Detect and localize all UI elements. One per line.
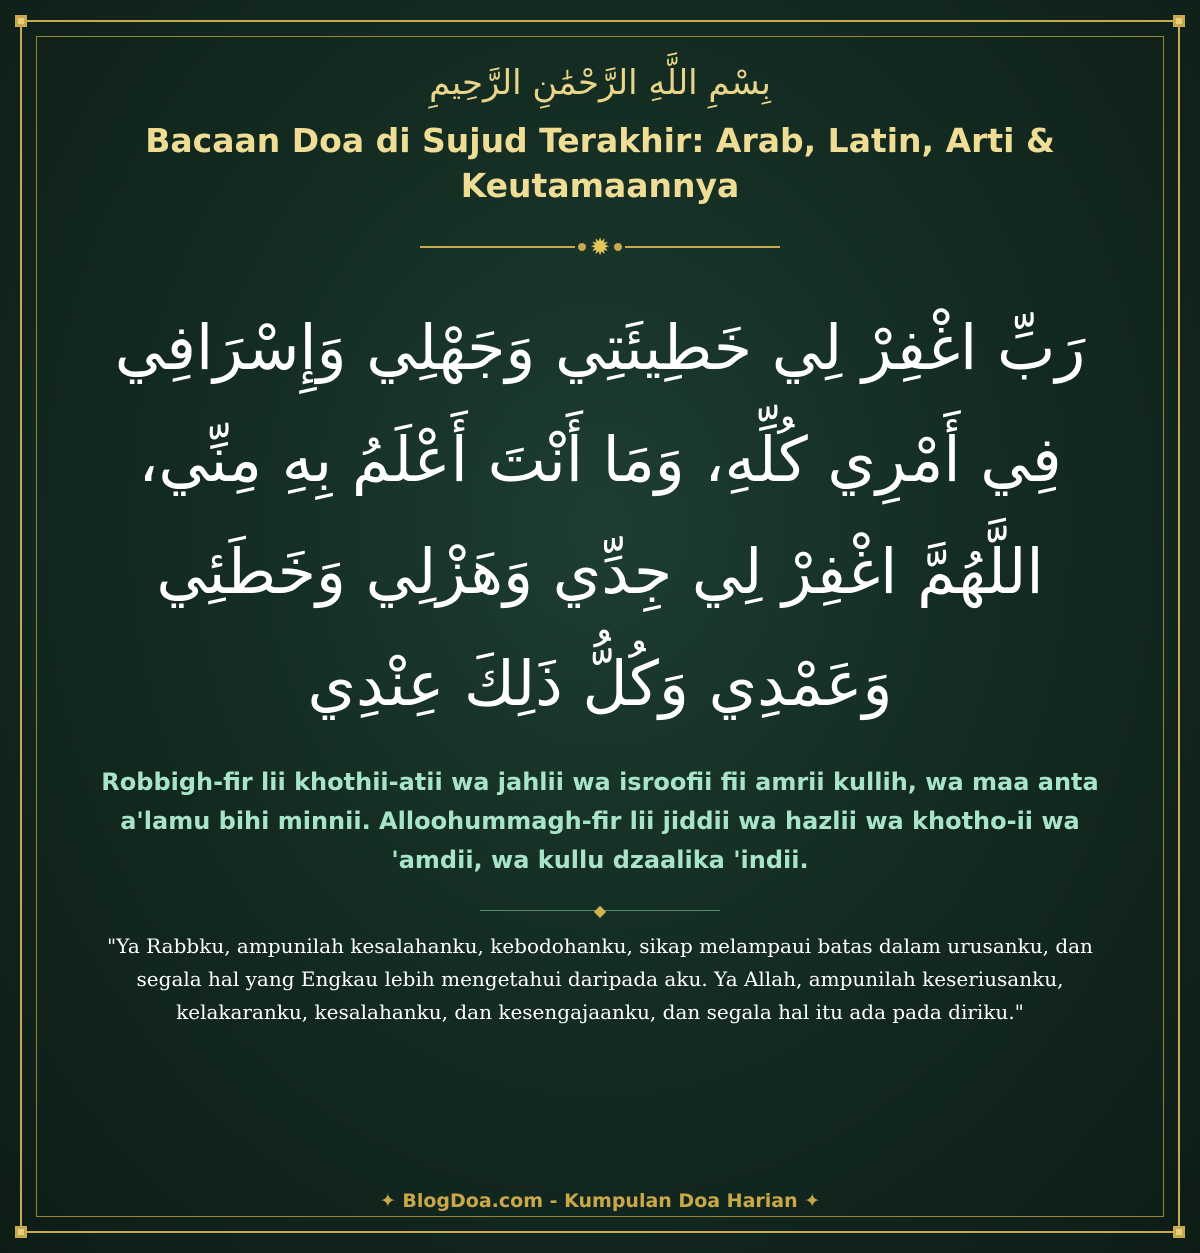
corner-ornament-bottom-left — [15, 1226, 27, 1238]
sparkle-icon: ✦ — [804, 1190, 821, 1212]
footer-credit — [0, 1188, 1200, 1214]
section-divider — [480, 902, 720, 920]
divider-dot-left — [578, 243, 586, 251]
divider-line-right — [625, 246, 780, 248]
corner-ornament-top-left — [15, 15, 27, 27]
star-ornament-icon: ✹ — [589, 233, 611, 261]
footer-text: BlogDoa.com - Kumpulan Doa Harian — [402, 1190, 798, 1212]
divider-dot-right — [614, 243, 622, 251]
sparkle-icon: ✦ — [379, 1190, 396, 1212]
divider-line-left — [420, 246, 575, 248]
bismillah-heading: بِسْمِ اللَّهِ الرَّحْمَٰنِ الرَّحِيمِ — [429, 63, 771, 103]
prayer-arabic-text: رَبِّ اغْفِرْ لِي خَطِيئَتِي وَجَهْلِي وَإِسْرَافِي فِي أَمْرِي كُلِّهِ، وَمَا أَنْتَ أَعْلَمُ بِهِ مِنِّي، اللَّهُمَّ اغْفِرْ لِي جِدِّي وَهَزْلِي وَخَطَئِي وَعَمْدِي وَكُلُّ ذَلِكَ عِنْدِي — [114, 311, 1086, 720]
ornamental-divider — [420, 233, 780, 261]
prayer-latin-transliteration: Robbigh-fir lii khothii-atii wa jahlii wa isroofii fii amrii kullih, wa maa anta a'lamu bihi minnii. Alloohummagh-fir lii jiddii wa hazlii wa khotho-ii wa 'amdii, wa kullu dzaalika 'indii. — [101, 768, 1099, 874]
corner-ornament-top-right — [1173, 15, 1185, 27]
page-title: Bacaan Doa di Sujud Terakhir: Arab, Latin, Arti & Keutamaannya — [145, 121, 1055, 205]
diamond-ornament-icon: ◆ — [593, 901, 607, 920]
corner-ornament-bottom-right — [1173, 1226, 1185, 1238]
prayer-translation: "Ya Rabbku, ampunilah kesalahanku, kebodohanku, sikap melampaui batas dalam urusanku, dan segala hal yang Engkau lebih mengetahui daripada aku. Ya Allah, ampunilah keseriusanku, kelakaranku, kesalahanku, dan kesengajaanku, dan segala hal itu ada pada diriku." — [107, 934, 1093, 1024]
